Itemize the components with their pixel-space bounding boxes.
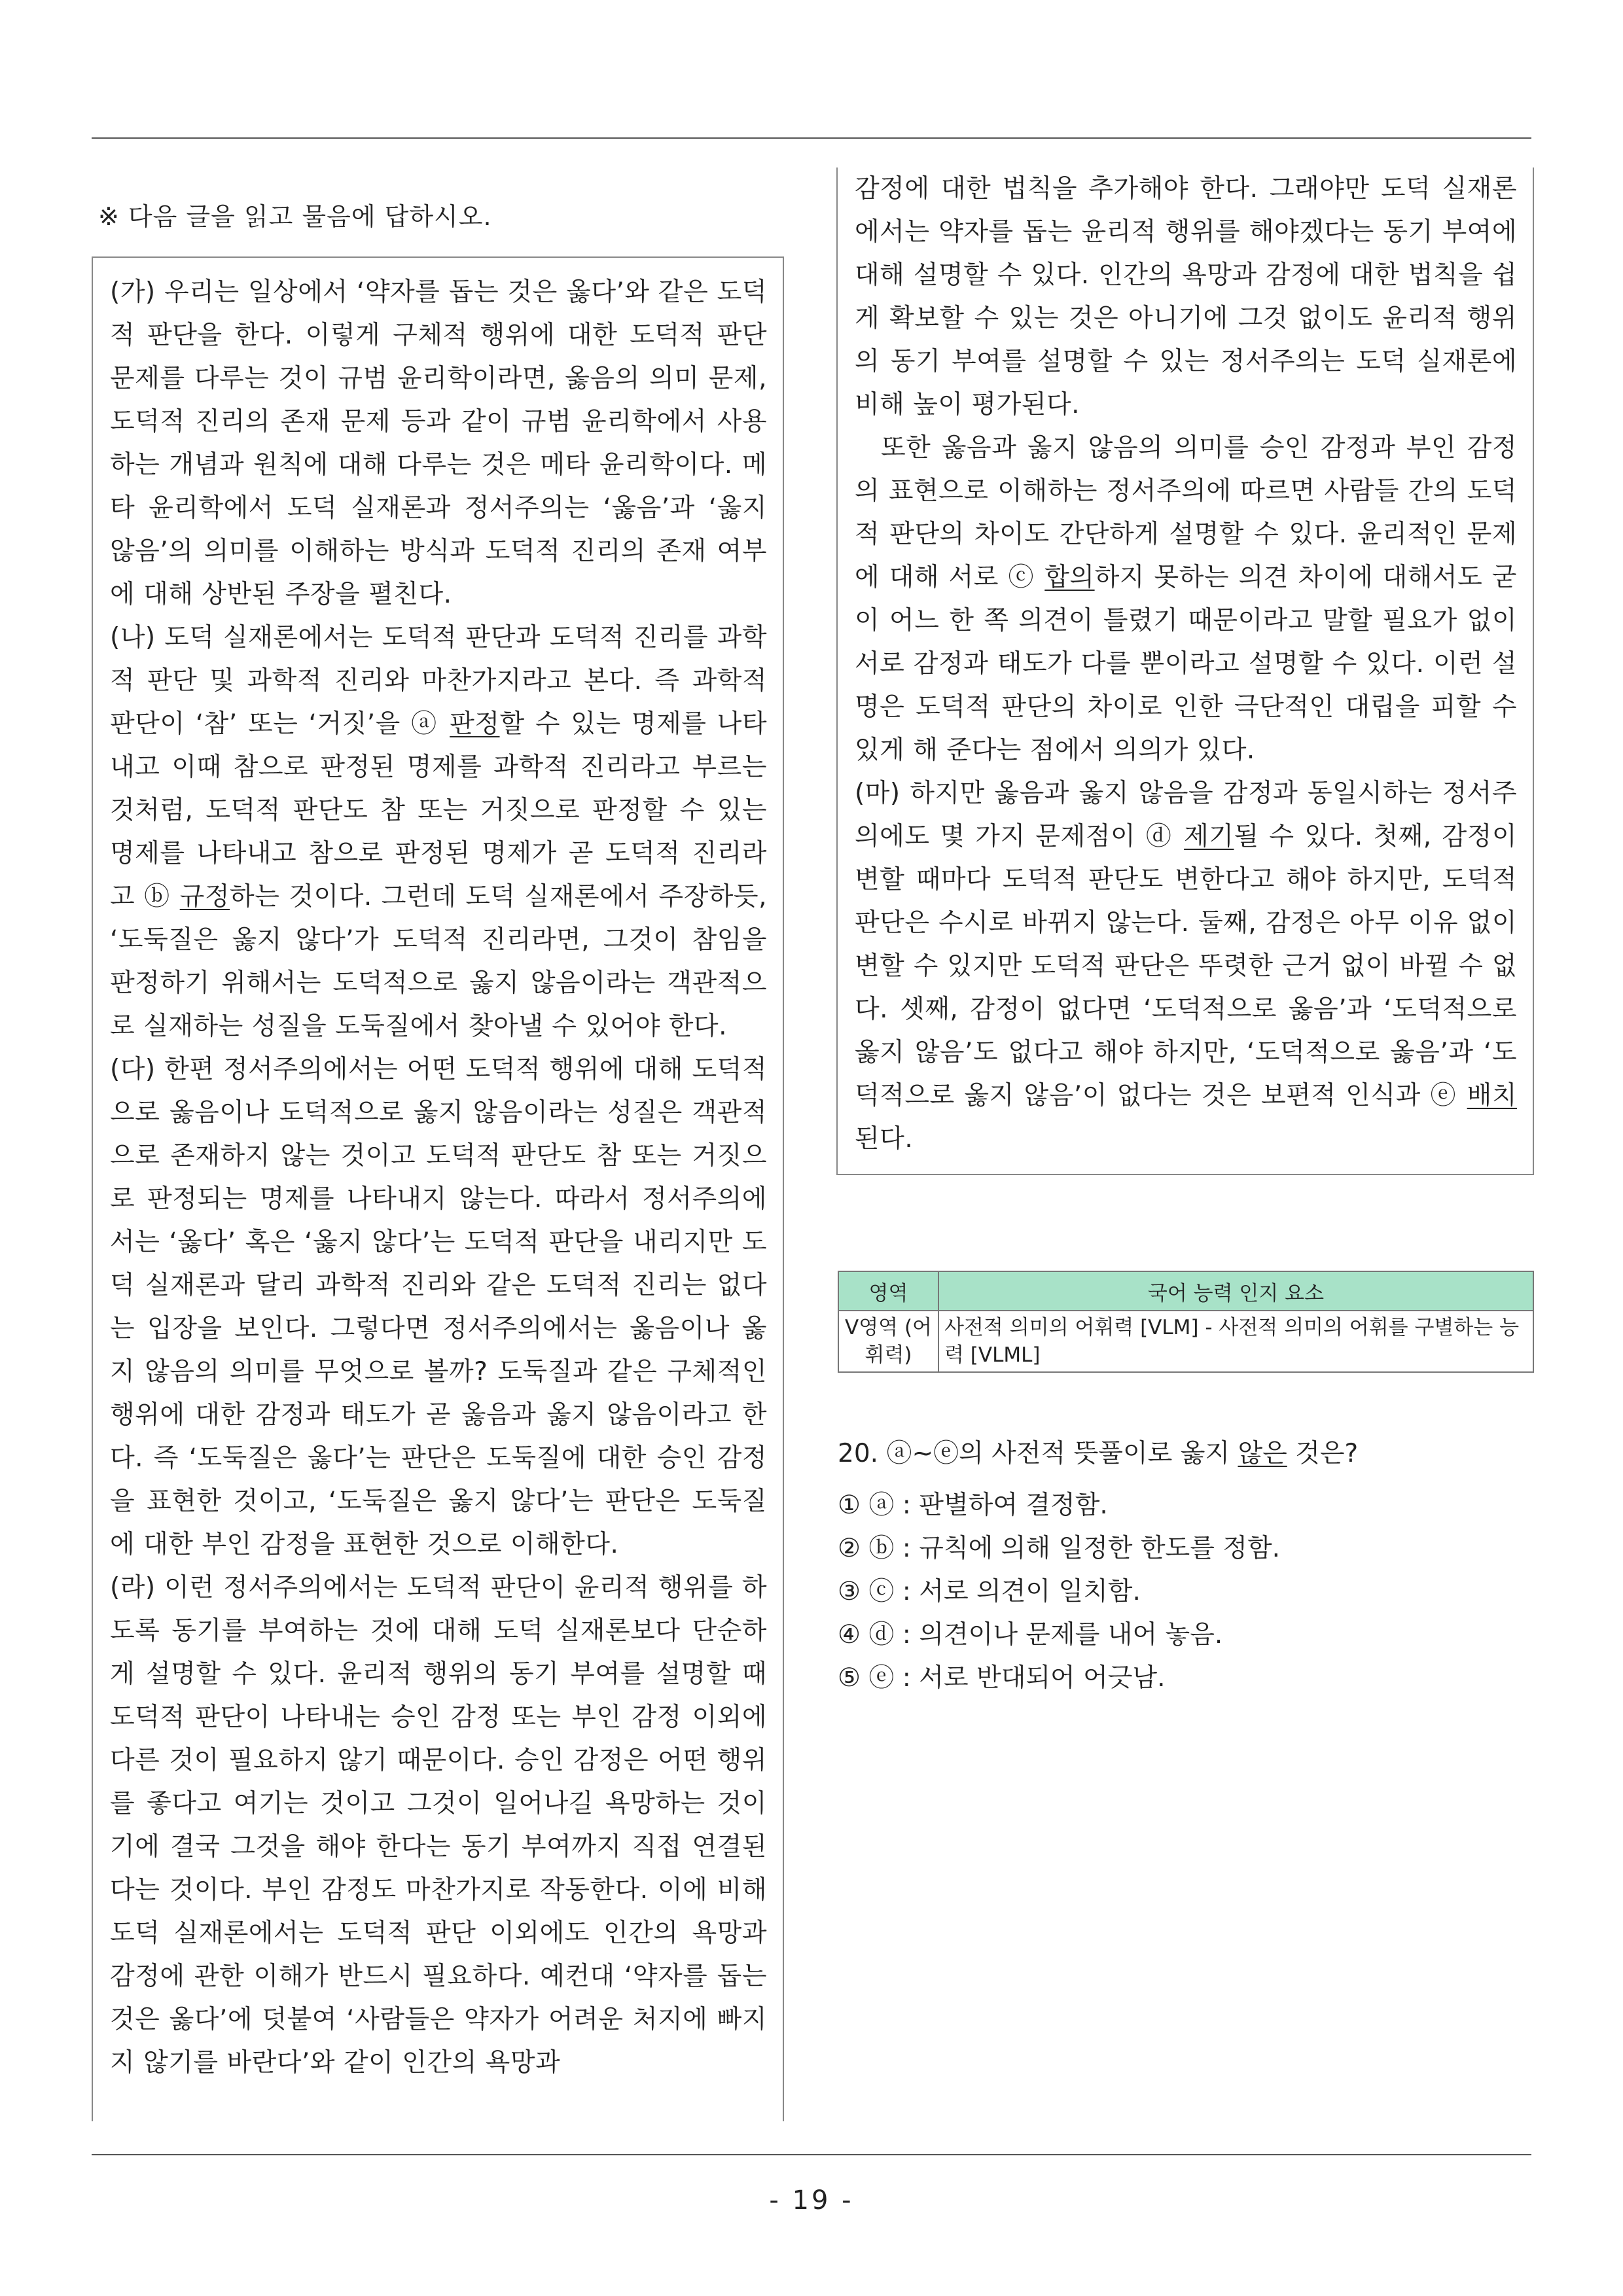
ability-header-desc: 국어 능력 인지 요소 xyxy=(938,1271,1533,1311)
footer-rule xyxy=(92,2154,1531,2155)
ability-desc: 사전적 의미의 어휘력 [VLM] - 사전적 의미의 어휘를 구별하는 능력 [VLML] xyxy=(938,1311,1533,1372)
underlined-word-b: 규정 xyxy=(179,882,230,911)
underlined-word-c: 합의 xyxy=(1044,563,1095,592)
paragraph-ra: (라) 이런 정서주의에서는 도덕적 판단이 윤리적 행위를 하도록 동기를 부여하는 것에 대해 도덕 실재론보다 단순하게 설명할 수 있다. 윤리적 행위의 동기 부여를 설명할 때 도덕적 판단이 나타내는 승인 감정 또는 부인 감정 이외에 다른 것이 필요하지 않기 때문이다. 승인 감정은 어떤 행위를 좋다고 여기는 것이고 그것이 일어나길 욕망하는 것이기에 결국 그것을 해야 한다는 동기 부여까지 직접 연결된다는 것이다. 부인 감정도 마찬가지로 작동한다. 이에 비해 도덕 실재론에서는 도덕적 판단 이외에도 인간의 욕망과 감정에 관한 이해가 반드시 필요하다. 예컨대 ‘약자를 돕는 것은 옳다’에 덧붙여 ‘사람들은 약자가 어려운 처지에 빠지지 않기를 바란다’와 같이 인간의 욕망과 xyxy=(110,1573,767,2077)
question-20 xyxy=(838,1433,1531,1700)
question-stem-emphasis: 않은 xyxy=(1238,1439,1287,1468)
paragraph-ra-continued: 감정에 대한 법칙을 추가해야 한다. 그래야만 도덕 실재론에서는 약자를 돕는 윤리적 행위를 해야겠다는 동기 부여에 대해 설명할 수 있다. 인간의 욕망과 감정에 대한 법칙을 쉽게 확보할 수 있는 것은 아니기에 그것 없이도 윤리적 행위의 동기 부여를 설명할 수 있는 정서주의는 도덕 실재론에 비해 높이 평가된다. xyxy=(855,174,1517,419)
question-number: 20. xyxy=(838,1439,879,1468)
paragraph-da: (다) 한편 정서주의에서는 어떤 도덕적 행위에 대해 도덕적으로 옳음이나 도덕적으로 옳지 않음이라는 성질은 객관적으로 존재하지 않는 것이고 도덕적 판단도 참 또는 거짓으로 판정되는 명제를 나타내지 않는다. 따라서 정서주의에서는 ‘옳다’ 혹은 ‘옳지 않다’는 도덕적 판단을 내리지만 도덕 실재론과 달리 과학적 진리와 같은 도덕적 진리는 없다는 입장을 보인다. 그렇다면 정서주의에서는 옳음이나 옳지 않음의 의미를 무엇으로 볼까? 도둑질과 같은 구체적인 행위에 대한 감정과 태도가 곧 옳음과 옳지 않음이라고 한다. 즉 ‘도둑질은 옳다’는 판단은 도둑질에 대한 승인 감정을 표현한 것이고, ‘도둑질은 옳지 않다’는 판단은 도둑질에 대한 부인 감정을 표현한 것으로 이해한다. xyxy=(110,1055,767,1559)
instruction: ※ 다음 글을 읽고 물음에 답하시오. xyxy=(98,202,492,231)
underlined-word-e: 배치 xyxy=(1467,1081,1517,1110)
ability-header-area: 영역 xyxy=(838,1271,938,1311)
choice-1[interactable]: ① ⓐ : 판별하여 결정함. xyxy=(838,1491,1108,1520)
choice-4[interactable]: ④ ⓓ : 의견이나 문제를 내어 놓음. xyxy=(838,1620,1223,1650)
header-rule xyxy=(92,137,1531,139)
ability-table-header xyxy=(838,1271,1533,1311)
passage-box-left xyxy=(92,256,784,2121)
choice-3[interactable]: ③ ⓒ : 서로 의견이 일치함. xyxy=(838,1577,1141,1606)
paragraph-ma: (마) 하지만 옳음과 옳지 않음을 감정과 동일시하는 정서주의에도 몇 가지 문제점이 ⓓ 제기될 수 있다. 첫째, 감정이 변할 때마다 도덕적 판단도 변한다고 해야 하지만, 도덕적 판단은 수시로 바뀌지 않는다. 둘째, 감정은 아무 이유 없이 변할 수 있지만 도덕적 판단은 뚜렷한 근거 없이 바뀔 수 없다. 셋째, 감정이 없다면 ‘도덕적으로 옳음’과 ‘도덕적으로 옳지 않음’도 없다고 해야 하지만, ‘도덕적으로 옳음’과 ‘도덕적으로 옳지 않음’이 없다는 것은 보편적 인식과 ⓔ 배치된다. xyxy=(855,779,1517,1154)
choice-5[interactable]: ⑤ ⓔ : 서로 반대되어 어긋남. xyxy=(838,1663,1166,1693)
underlined-word-a: 판정 xyxy=(450,709,500,739)
paragraph-ra-second: 또한 옳음과 옳지 않음의 의미를 승인 감정과 부인 감정의 표현으로 이해하는 정서주의에 따르면 사람들 간의 도덕적 판단의 차이도 간단하게 설명할 수 있다. 윤리적인 문제에 대해 서로 ⓒ 합의하지 못하는 의견 차이에 대해서도 굳이 어느 한 쪽 의견이 틀렸기 때문이라고 말할 필요가 없이 서로 감정과 태도가 다를 뿐이라고 설명할 수 있다. 이런 설명은 도덕적 판단의 차이로 인한 극단적인 대립을 피할 수 있게 해 준다는 점에서 의의가 있다. xyxy=(855,433,1517,765)
question-stem: 20. ⓐ~ⓔ의 사전적 뜻풀이로 옳지 않은 것은? xyxy=(838,1439,1359,1468)
paragraph-na: (나) 도덕 실재론에서는 도덕적 판단과 도덕적 진리를 과학적 판단 및 과학적 진리와 마찬가지라고 본다. 즉 과학적 판단이 ‘참’ 또는 ‘거짓’을 ⓐ 판정할 수 있는 명제를 나타내고 이때 참으로 판정된 명제를 과학적 진리라고 부르는 것처럼, 도덕적 판단도 참 또는 거짓으로 판정할 수 있는 명제를 나타내고 참으로 판정된 명제가 곧 도덕적 진리라고 ⓑ 규정하는 것이다. 그런데 도덕 실재론에서 주장하듯, ‘도둑질은 옳지 않다’가 도덕적 진리라면, 그것이 참임을 판정하기 위해서는 도덕적으로 옳지 않음이라는 객관적으로 실재하는 성질을 도둑질에서 찾아낼 수 있어야 한다. xyxy=(110,623,768,1041)
paragraph-ga: (가) 우리는 일상에서 ‘약자를 돕는 것은 옳다’와 같은 도덕적 판단을 한다. 이렇게 구체적 행위에 대한 도덕적 판단 문제를 다루는 것이 규범 윤리학이라면, 옳음의 의미 문제, 도덕적 진리의 존재 문제 등과 같이 규범 윤리학에서 사용하는 개념과 원칙에 대해 다루는 것은 메타 윤리학이다. 메타 윤리학에서 도덕 실재론과 정서주의는 ‘옳음’과 ‘옳지 않음’의 의미를 이해하는 방식과 도덕적 진리의 존재 여부에 대해 상반된 주장을 펼친다. xyxy=(110,277,767,609)
underlined-word-d: 제기 xyxy=(1184,822,1234,851)
choice-2[interactable]: ② ⓑ : 규칙에 의해 일정한 한도를 정함. xyxy=(838,1534,1281,1563)
ability-table xyxy=(838,1271,1534,1373)
passage-box-right xyxy=(836,168,1534,1175)
ability-area: V영역 (어휘력) xyxy=(838,1311,938,1372)
ability-table-row xyxy=(838,1311,1533,1372)
page-number: - 19 - xyxy=(769,2185,854,2216)
